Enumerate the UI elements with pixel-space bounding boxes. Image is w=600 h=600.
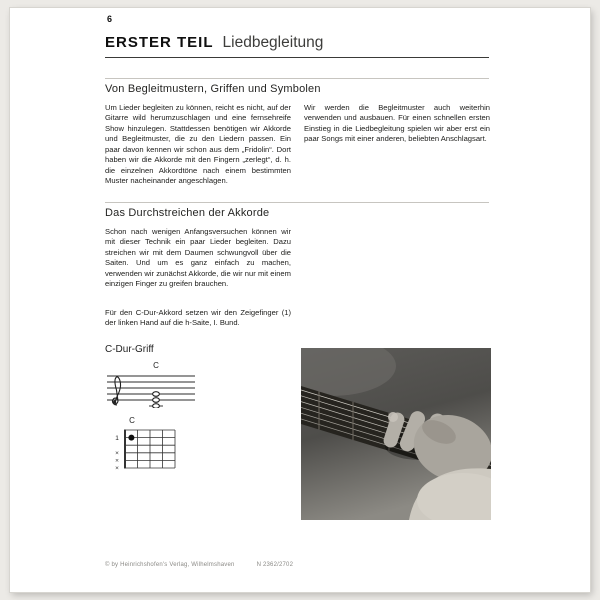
footer: [105, 562, 293, 568]
finger-number: 1: [115, 435, 119, 443]
finger-dot: [128, 435, 134, 441]
section1-rule: [105, 78, 489, 79]
section-heading-durchstreichen: Das Durchstreichen der Akkorde: [105, 207, 270, 219]
chord-diagram: [105, 414, 185, 478]
section-heading-begleitmuster: Von Begleitmustern, Griffen und Symbolen: [105, 83, 321, 95]
paragraph-c-dur-akkord: Für den C-Dur-Akkord setzen wir den Zeigefinger (1) der linken Hand auf die h-Saite, I. Bund.: [105, 308, 291, 328]
section2-rule: [105, 202, 489, 203]
footer-copyright: © by Heinrichshofen's Verlag, Wilhelmshaven: [105, 562, 235, 568]
staff-chord-label: C: [153, 361, 159, 370]
title-rule: [105, 57, 489, 58]
page-title-subtitle: Liedbegleitung: [222, 34, 324, 51]
page-number: 6: [107, 14, 113, 24]
guitar-hand-photo: [301, 348, 491, 520]
music-staff: [105, 358, 197, 408]
muted-string-mark: ×: [115, 465, 119, 473]
chord-diagram-label: C: [129, 416, 135, 425]
figure-label-c-dur-griff: C-Dur-Griff: [105, 344, 154, 355]
text-column-left: Um Lieder begleiten zu können, reicht es nicht, auf der Gitarre wild herumzuschlagen und eine fernsehreife Show hinzulegen. Stattdessen benötigen wir Akkorde und Begleitmuster, die zu den Liedern passen. Ein paar davon kennen wir schon aus dem „Fridolin“. Dort haben wir die Akkorde mit den Fingern „zerlegt“, d. h. die einzelnen Akkordtöne nach einem bestimmten Muster nacheinander angeschlagen.: [105, 103, 291, 186]
page-title: [105, 34, 323, 52]
treble-clef-icon: [112, 377, 120, 405]
book-page: [10, 8, 590, 592]
muted-string-mark: ×: [115, 457, 119, 465]
footer-catalog-number: N 2362/2702: [256, 562, 294, 568]
two-column-text: [105, 103, 490, 187]
text-column-right: Wir werden die Begleitmuster auch weiterhin verwenden und ausbauen. Für einen schnellen ersten Einstieg in die Liedbegleitung spielen wir aber erst ein paar Songs mit einer anderen, beliebten Anschlagsart.: [304, 103, 490, 144]
page-title-part: ERSTER TEIL: [105, 34, 214, 51]
muted-string-mark: ×: [115, 450, 119, 457]
paragraph-durchstreichen: Schon nach wenigen Anfangsversuchen können wir mit dieser Technik ein paar Lieder begleiten. Dazu streichen wir mit dem Daumen schwungvoll über die Saiten. Und um es ganz einfach zu machen, verwenden wir zunächst Akkorde, die wir nur mit einem einzigen Finger zu greifen brauchen.: [105, 227, 291, 289]
